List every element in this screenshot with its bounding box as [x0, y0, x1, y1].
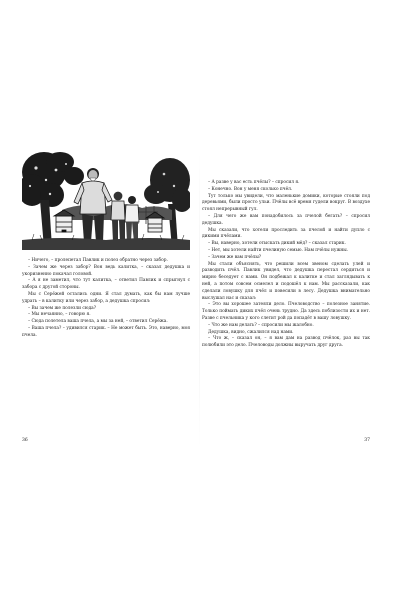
paragraph: Мы стали объяснять, что решили всем звеном сделать улей и разводить пчёл. Павлик увидел, что дедушка перестал сердиться и мирно беседует с нами. Он подбежал к калитке и стал заглядывать к ней, а потом совсем осмелел и подошёл к нам. Мы рассказали, как сделали ловушку для пчёл и повесили в лесу. Дедушка внимательно выслушал нас и сказал:	[202, 261, 370, 301]
paragraph: – Зачем же через забор? Вон ведь калитка, – сказал дедушка и укоризненно покачал головой.	[22, 264, 190, 277]
paragraph: – Сюда полетела ваша пчела, а мы за ней, – ответил Серёжа.	[28, 319, 168, 325]
paragraph: – Это вы хорошее затеяли дело. Пчеловодство – полезное занятие. Только поймать диких пчёл очень трудно. Да здесь поблизости их и нет. Разве с пчельника у кого слетит рой да попадёт в вашу ловушку.	[202, 302, 370, 321]
paragraph: – Ничего, – пролепетал Павлик и полез обратно через забор.	[28, 258, 168, 263]
paragraph: – А разве у вас есть пчёлы? – спросил я.	[208, 180, 300, 185]
paragraph: Дедушка, видно, сжалился над нами.	[208, 329, 294, 335]
page-gutter	[199, 150, 200, 450]
page-number-left: 36	[22, 438, 28, 443]
paragraph: Мы с Серёжей остались одни. Я стал думать, как бы нам лучше удрать – в калитку или через забор, а дедушка спросил:	[22, 291, 190, 304]
illustration-beekeeper-garden	[22, 150, 190, 250]
paragraph: Тут только мы увидели, что маленькие домики, которые стояли под деревьями, были просто ульи. Пчёлы всё время гудели вокруг. В воздухе стоял непрерывный гул.	[202, 193, 370, 213]
paragraph: – Что ж, – сказал он, – я вам дам на развод пчёлок, раз вы так полюбили это дело. Пчеловоды должны выручать друг друга.	[202, 336, 370, 349]
paragraph: – Конечно. Вон у меня сколько пчёл.	[208, 186, 293, 192]
paragraph: Мы сказали, что хотели проследить за пчелой и найти дупло с дикими пчёлами.	[202, 227, 370, 240]
paragraph: – Мы нечаянно, – говорю я.	[28, 312, 91, 318]
page-number-right: 37	[364, 438, 370, 443]
paragraph: – Для чего же вам понадобилось за пчелой бегать? – спросил дедушка.	[202, 213, 370, 226]
paragraph: – Нет, мы хотели найти пчелиную семью. Нам пчёлы нужны.	[208, 247, 349, 253]
paragraph: – Ваша пчела? – удивился старик. – Не может быть. Это, наверно, моя пчела.	[22, 325, 190, 338]
paragraph: – Что же нам делать? – спросили мы жалобно.	[208, 322, 314, 328]
paragraph: – Вы, наверно, хотели отыскать дикий мёд? – сказал старик.	[208, 241, 346, 247]
right-page-text	[202, 180, 370, 350]
paragraph: – А я не заметил, что тут калитка, – ответил Павлик и спрыгнул с забора с другой стороны.	[22, 278, 190, 291]
left-page-text	[22, 258, 190, 340]
paragraph: – Вы зачем же полезли сюда?	[28, 305, 97, 311]
paragraph: – Зачем же вам пчёлы?	[208, 254, 262, 260]
